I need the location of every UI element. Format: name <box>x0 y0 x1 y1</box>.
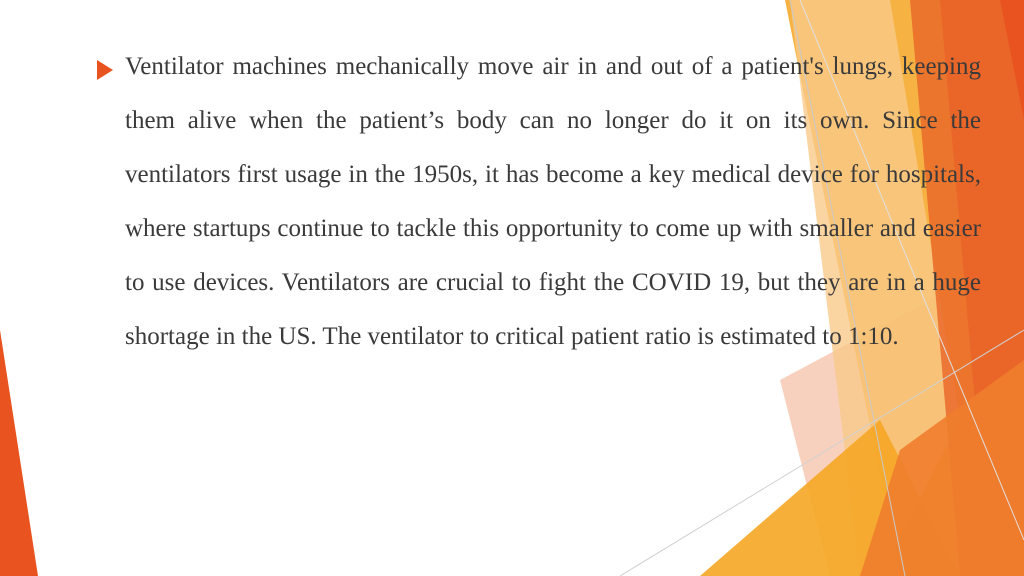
left-edge-accent-shape <box>0 330 38 576</box>
bullet-text: Ventilator machines mechanically move air in and out of a patient's lungs, keeping them alive when the patient’s body can no longer do it on its own. Since the ventilators first usage in the 1950s, it has become a key medical device for hospitals, where startups continue to tackle this opportunity to come up with smaller and easier to use devices. Ventilators are crucial to fight the COVID 19, but they are in a huge shortage in the US. The ventilator to critical patient ratio is estimated to 1:10. <box>125 53 981 350</box>
bullet-arrow-icon <box>97 60 113 80</box>
